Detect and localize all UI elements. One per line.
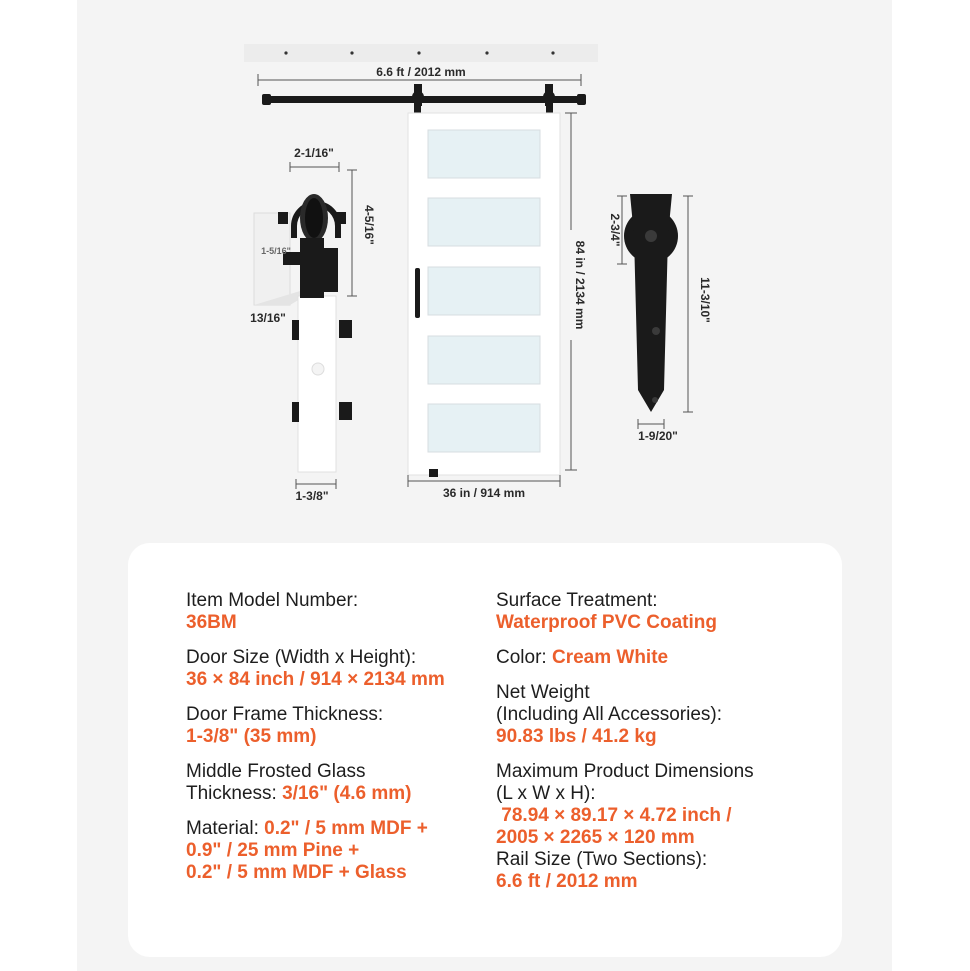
door-glass-panes	[428, 130, 540, 452]
door-width-label: 36 in / 914 mm	[442, 486, 526, 500]
strap-top-label: 2-3/4"	[608, 213, 622, 247]
spec-material: Material: 0.2" / 5 mm MDF + 0.9" / 25 mm Pine + 0.2" / 5 mm MDF + Glass	[186, 818, 428, 883]
rail-bar	[262, 96, 586, 103]
roller-height-label: 4-5/16"	[362, 205, 376, 245]
bracket-thickness-label: 13/16"	[250, 311, 286, 325]
roller-offset-label: 1-5/16"	[261, 246, 291, 256]
side-door-edge	[298, 296, 336, 472]
strap-length-label: 11-3/10"	[698, 277, 712, 323]
hanger-strap	[624, 194, 678, 412]
spec-column-right	[496, 590, 816, 906]
spec-frame-thickness: Door Frame Thickness: 1-3/8" (35 mm)	[186, 704, 384, 747]
rail-length-label: 6.6 ft / 2012 mm	[376, 65, 466, 79]
spec-door-size: Door Size (Width x Height): 36 × 84 inch / 914 × 2134 mm	[186, 647, 445, 690]
spec-model-number: Item Model Number: 36BM	[186, 590, 359, 633]
door-thickness-label: 1-3/8"	[295, 489, 329, 503]
spec-color: Color: Cream White	[496, 647, 669, 668]
spec-max-dimensions: Maximum Product Dimensions (L x W x H): 78.94 × 89.17 × 4.72 inch / 2005 × 2265 × 120 mm	[496, 761, 754, 848]
strap-bottom-label: 1-9/20"	[638, 429, 678, 443]
spec-column-left	[186, 590, 486, 897]
spec-net-weight: Net Weight (Including All Accessories): 90.83 lbs / 41.2 kg	[496, 682, 722, 747]
spec-surface-treatment: Surface Treatment: Waterproof PVC Coating	[496, 590, 717, 633]
door-handle	[415, 268, 420, 318]
spec-rail-size: Rail Size (Two Sections): 6.6 ft / 2012 mm	[496, 849, 708, 892]
door-height-label: 84 in / 2134 mm	[573, 240, 587, 330]
roller-width-label: 2-1/16"	[294, 146, 334, 160]
spec-glass-thickness: Middle Frosted Glass Thickness: 3/16" (4.6 mm)	[186, 761, 412, 804]
rail-wall-board	[244, 44, 598, 62]
